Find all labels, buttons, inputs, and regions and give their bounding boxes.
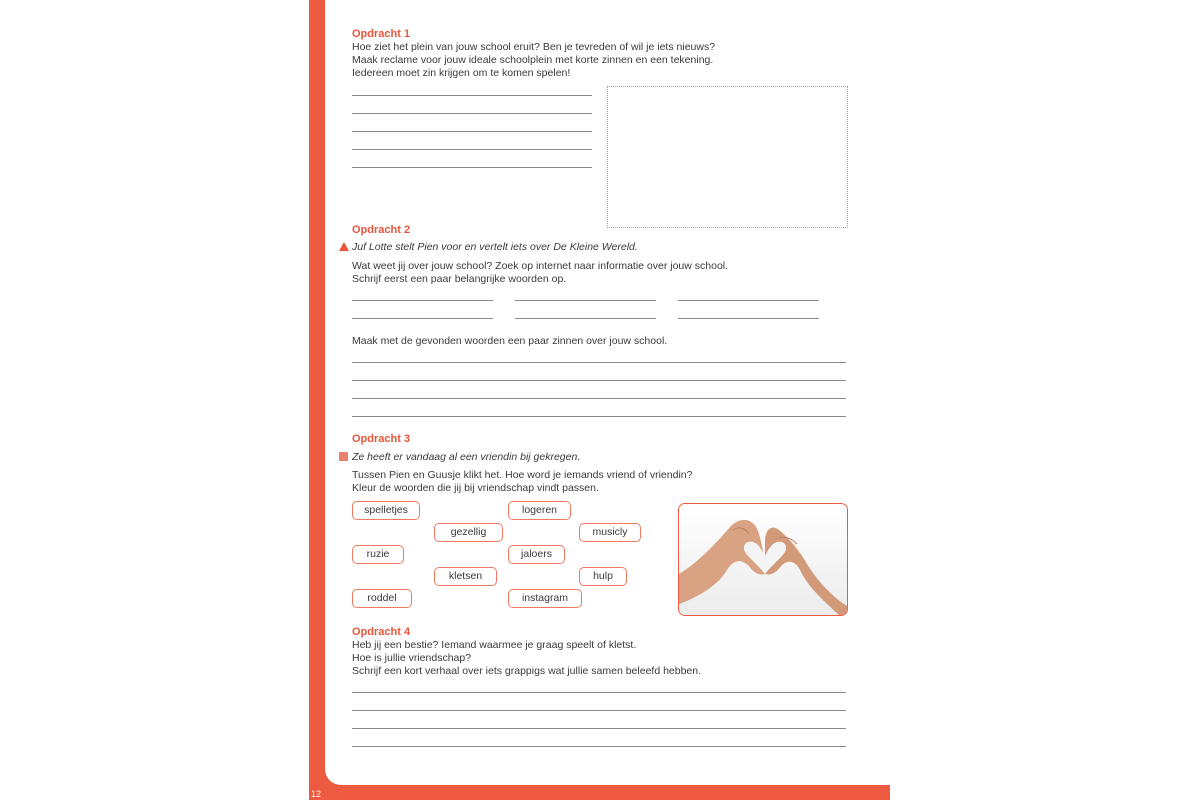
word-line[interactable] — [352, 300, 493, 301]
opdracht-4-text-3: Schrijf een kort verhaal over iets grappigs wat jullie samen beleefd hebben. — [352, 665, 702, 677]
page-number: 12 — [311, 789, 322, 799]
word-chip-spelletjes[interactable]: spelletjes — [352, 501, 420, 520]
word-chip-ruzie[interactable]: ruzie — [352, 545, 404, 564]
opdracht-1-text-3: Iedereen moet zin krijgen om te komen spelen! — [352, 67, 571, 79]
word-line[interactable] — [515, 318, 656, 319]
word-chip-musicly[interactable]: musicly — [579, 523, 641, 542]
opdracht-4-text-1: Heb jij een bestie? Iemand waarmee je graag speelt of kletst. — [352, 639, 637, 651]
writing-line[interactable] — [352, 380, 846, 381]
word-chip-gezellig[interactable]: gezellig — [434, 523, 503, 542]
opdracht-3-intro: Ze heeft er vandaag al een vriendin bij gekregen. — [352, 451, 581, 463]
word-chip-hulp[interactable]: hulp — [579, 567, 627, 586]
opdracht-2-intro: Juf Lotte stelt Pien voor en vertelt iets over De Kleine Wereld. — [352, 241, 638, 253]
writing-line[interactable] — [352, 398, 846, 399]
writing-line[interactable] — [352, 416, 846, 417]
writing-line[interactable] — [352, 167, 592, 168]
writing-line[interactable] — [352, 131, 592, 132]
writing-line[interactable] — [352, 692, 846, 693]
opdracht-1-text-2: Maak reclame voor jouw ideale schoolplein met korte zinnen en een tekening. — [352, 54, 714, 66]
opdracht-1-text-1: Hoe ziet het plein van jouw school eruit? Ben je tevreden of wil je iets nieuws? — [352, 41, 716, 53]
word-chip-jaloers[interactable]: jaloers — [508, 545, 565, 564]
opdracht-2-text-2: Schrijf eerst een paar belangrijke woorden op. — [352, 273, 567, 285]
heart-hands-photo — [678, 503, 848, 616]
writing-line[interactable] — [352, 728, 846, 729]
opdracht-2-instruction-2: Maak met de gevonden woorden een paar zinnen over jouw school. — [352, 335, 668, 347]
writing-line[interactable] — [352, 113, 592, 114]
triangle-icon — [339, 242, 349, 251]
word-chip-roddel[interactable]: roddel — [352, 589, 412, 608]
drawing-box[interactable] — [607, 86, 848, 228]
word-line[interactable] — [678, 318, 819, 319]
writing-line[interactable] — [352, 362, 846, 363]
heart-hands-icon — [679, 504, 847, 615]
opdracht-1-heading: Opdracht 1 — [352, 28, 411, 40]
opdracht-3-text-1: Tussen Pien en Guusje klikt het. Hoe word je iemands vriend of vriendin? — [352, 469, 693, 481]
opdracht-3-text-2: Kleur de woorden die jij bij vriendschap vindt passen. — [352, 482, 599, 494]
word-chip-instagram[interactable]: instagram — [508, 589, 582, 608]
opdracht-2-heading: Opdracht 2 — [352, 224, 411, 236]
opdracht-4-heading: Opdracht 4 — [352, 626, 411, 638]
word-chip-kletsen[interactable]: kletsen — [434, 567, 497, 586]
word-line[interactable] — [352, 318, 493, 319]
square-icon — [339, 452, 348, 461]
opdracht-3-heading: Opdracht 3 — [352, 433, 411, 445]
word-line[interactable] — [678, 300, 819, 301]
writing-line[interactable] — [352, 149, 592, 150]
word-line[interactable] — [515, 300, 656, 301]
word-chip-logeren[interactable]: logeren — [508, 501, 571, 520]
opdracht-2-text-1: Wat weet jij over jouw school? Zoek op internet naar informatie over jouw school. — [352, 260, 729, 272]
writing-line[interactable] — [352, 95, 592, 96]
writing-line[interactable] — [352, 710, 846, 711]
writing-line[interactable] — [352, 746, 846, 747]
opdracht-4-text-2: Hoe is jullie vriendschap? — [352, 652, 472, 664]
